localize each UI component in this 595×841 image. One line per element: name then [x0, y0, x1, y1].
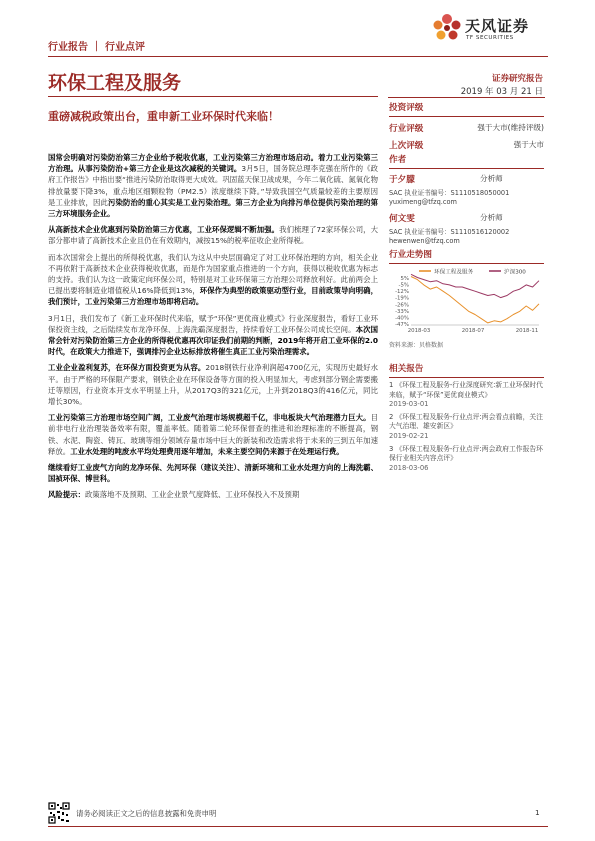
right-title-rule — [388, 97, 545, 98]
series-line — [411, 277, 539, 323]
paragraph-highlight: 国常会明确对污染防治第三方企业给予税收优惠，工业污染第三方治理市场启动。着力工业污染第三方治理。从事污染防治+第三方企业是这次减税的关键词。 — [48, 153, 378, 174]
body-paragraph — [48, 489, 378, 500]
paragraph-highlight: 环保作为典型的政策驱动型行业，目前政策导向明确，我们预计，工业污染第三方治理市场即将启动。 — [48, 286, 378, 307]
paragraph-highlight: 工业企业盈利复苏，在环保方面投资更为从容。 — [48, 363, 206, 373]
rating-rule — [389, 116, 544, 117]
author-license: SAC 执业证书编号：S1110516120002 — [389, 228, 510, 236]
x-tick-label: 2018-03 — [407, 328, 431, 334]
rating-row — [389, 122, 544, 134]
trend-block — [389, 248, 544, 264]
paragraph-text: 我们梳理了72家环保公司，大部分都申请了高新技术企业且仍在有效期内，减按15%的税率征收企业所得税。 — [48, 225, 378, 246]
paragraph-text: 目前非电行业治理装备效率有限，覆盖率低。随着第二轮环保督查的推进和治理标准的不断提高，钢铁、水泥、陶瓷、铸瓦、玻璃等细分领域存量市场中巨大的新装和改造需求将于未来的三到五年加速释放。 — [48, 413, 378, 456]
author-email[interactable]: yuximeng@tfzq.com — [389, 198, 457, 206]
rating-label: 上次评级 — [389, 141, 424, 151]
author-email[interactable]: hewenwen@tfzq.com — [389, 237, 460, 245]
author-entry — [389, 173, 544, 206]
rating-value: 强于大市 — [513, 140, 544, 149]
header-rule — [48, 56, 548, 57]
author-license: SAC 执业证书编号：S1110518050001 — [389, 189, 510, 197]
footer-disclaimer: 请务必阅读正文之后的信息披露和免责申明 — [76, 809, 217, 818]
related-report-date: 2018-03-06 — [389, 463, 429, 472]
brand-en: TF SECURITIES — [466, 35, 514, 41]
report-category: 行业报告 ｜ 行业点评 — [48, 42, 145, 53]
y-tick-label: -19% — [395, 295, 409, 302]
qr-code — [48, 802, 70, 824]
report-body — [48, 152, 378, 506]
related-report-item[interactable] — [389, 413, 544, 442]
x-tick-label: 2018-07 — [461, 328, 485, 334]
related-report-date: 2019-02-21 — [389, 431, 429, 440]
brand-cn: 天风证券 — [465, 17, 530, 35]
report-date: 2019 年 03 月 21 日 — [460, 87, 543, 97]
legend-label: 沪深300 — [504, 269, 526, 276]
trend-chart — [389, 264, 544, 336]
body-paragraph — [48, 362, 378, 407]
y-tick-label: -33% — [395, 308, 409, 315]
report-subtitle: 重磅减税政策出台，重申新工业环保时代来临！ — [48, 110, 279, 123]
related-report-title: 3 《环保工程及服务-行业点评:两会政府工作报告环保行业相关内容点评》 — [389, 444, 543, 463]
series-line — [411, 274, 539, 297]
paragraph-text: 而本次国常会上提出的所得税优惠，我们认为这从中央层面确定了对工业环保治理的方向，相关企业不再依附于高新技术企业获得税收优惠，而是作为国家重点推进的一个方向，获得以税收优惠为标志的支持。我们认为这一政策定向环保公司，特别是对工业环保第三方治理公司释放利好。此前两会上已提出要将制造业增值税从16%降低到13%， — [48, 252, 378, 296]
trend-heading: 行业走势图 — [389, 250, 432, 260]
related-report-item[interactable] — [389, 381, 544, 410]
rating-row — [389, 139, 544, 151]
authors-block — [389, 153, 544, 245]
author-entry — [389, 212, 544, 245]
paragraph-text: 3月1日，我们发布了《新工业环保时代来临，赋予“环保”更优商业模式》行业深度报告，看好工业环保投资主线，之后陆续发布龙净环保、上海洗霸深度报告，持续看好工业环保公司成长空间。 — [48, 313, 378, 334]
author-name: 于夕朦 — [389, 175, 415, 185]
paragraph-highlight: 本次国常会针对污染防治第三方企业的所得税优惠再次印证我们前期的判断，2019年将开启工业环保的2.0时代，在政策大力推进下，强调排污企业达标排放将催生真正工业污染治理需求。 — [48, 324, 378, 357]
author-title: 分析师 — [480, 174, 503, 183]
paragraph-highlight: 污染防治的重心其实是工业污染治理。第三方企业为向排污单位提供污染治理的第三方环境服务企业。 — [48, 197, 378, 219]
paragraph-highlight: 从高新技术企业优惠到污染防治第三方优惠，工业环保逻辑不断加强。 — [48, 225, 280, 235]
logo — [432, 13, 552, 47]
body-paragraph — [48, 252, 378, 308]
rating-value: 强于大市(维持评级) — [477, 123, 544, 132]
related-report-title: 1 《环保工程及服务-行业深度研究:新工业环保时代来临，赋予“环保”更优商业模式》 — [389, 381, 543, 399]
author-name: 何文雯 — [389, 214, 415, 224]
related-heading: 相关报告 — [389, 364, 424, 374]
body-paragraph — [48, 313, 378, 358]
related-report-date: 2019-03-01 — [389, 400, 429, 409]
y-tick-label: 5% — [400, 276, 409, 282]
body-paragraph — [48, 152, 378, 219]
rating-label: 行业评级 — [389, 124, 424, 134]
related-block — [389, 362, 544, 476]
body-paragraph — [48, 462, 378, 484]
rating-heading: 投资评级 — [389, 103, 424, 113]
y-tick-label: -40% — [395, 315, 409, 322]
y-tick-label: -26% — [395, 302, 409, 309]
page-number: 1 — [535, 808, 540, 817]
x-tick-label: 2018-11 — [515, 328, 539, 334]
legend-label: 环保工程及服务 — [434, 269, 474, 276]
qr-code-icon — [48, 802, 70, 824]
paragraph-highlight: 工业水处理的吨废水平均处理费用逐年增加，未来主要空间仍来源于在处理运行费。 — [70, 446, 344, 456]
paragraph-highlight: 风险提示： — [48, 490, 85, 500]
author-title: 分析师 — [480, 213, 503, 222]
y-tick-label: -47% — [395, 322, 409, 328]
rating-block — [389, 101, 544, 151]
authors-heading: 作者 — [389, 155, 407, 165]
authors-rule — [389, 168, 544, 169]
footer-rule — [48, 826, 548, 827]
logo-flower-icon — [432, 13, 462, 45]
paragraph-highlight: 工业污染第三方治理市场空间广阔，工业废气治理市场规模超千亿，非电板块大气治理潜力巨大。 — [48, 413, 371, 423]
related-report-title: 2 《环保工程及服务-行业点评:两会看点前瞻，关注大气治理、雄安新区》 — [389, 412, 543, 431]
y-tick-label: -12% — [395, 289, 409, 296]
related-rule — [389, 377, 544, 378]
report-type: 证券研究报告 — [491, 74, 543, 84]
title-rule — [48, 96, 378, 97]
paragraph-highlight: 继续看好工业废气方向的龙净环保、先河环保（建议关注）、清新环境和工业水处理方向的上海洗霸、国祯环保、博世科。 — [48, 463, 378, 484]
paragraph-text: 政策落地不及预期、工业企业景气度降低、工业环保投入不及预期 — [84, 490, 300, 500]
paragraph-text: 2018钢铁行业净利润超4700亿元，实现历史最好水平。由于严格的环保限产要求，钢铁企业在环保设备等方面的投入明显加大，考虑到部分钢企需要搬迁等原因，行业资本开支水平明显上升，从2017Q3的321亿元，上升到2018Q3的416亿元，同比增长30%。 — [48, 363, 378, 407]
body-paragraph — [48, 224, 378, 246]
body-paragraph — [48, 412, 378, 457]
related-report-item[interactable] — [389, 445, 544, 474]
paragraph-text: 3月5日，国务院总理李克强在所作的《政府工作报告》中指出要“推进污染防治取得更大成效。巩固蓝天保卫战成果，今年二氧化硫、氮氧化物排放量要下降3%，重点地区细颗粒物（PM2.5）浓度继续下降。”导致我国空气质量较差的主要原因是工业排放，因此 — [48, 164, 379, 207]
y-tick-label: -5% — [398, 282, 409, 289]
page-title: 环保工程及服务 — [48, 72, 182, 94]
trend-source: 资料来源：贝格数据 — [389, 342, 444, 349]
